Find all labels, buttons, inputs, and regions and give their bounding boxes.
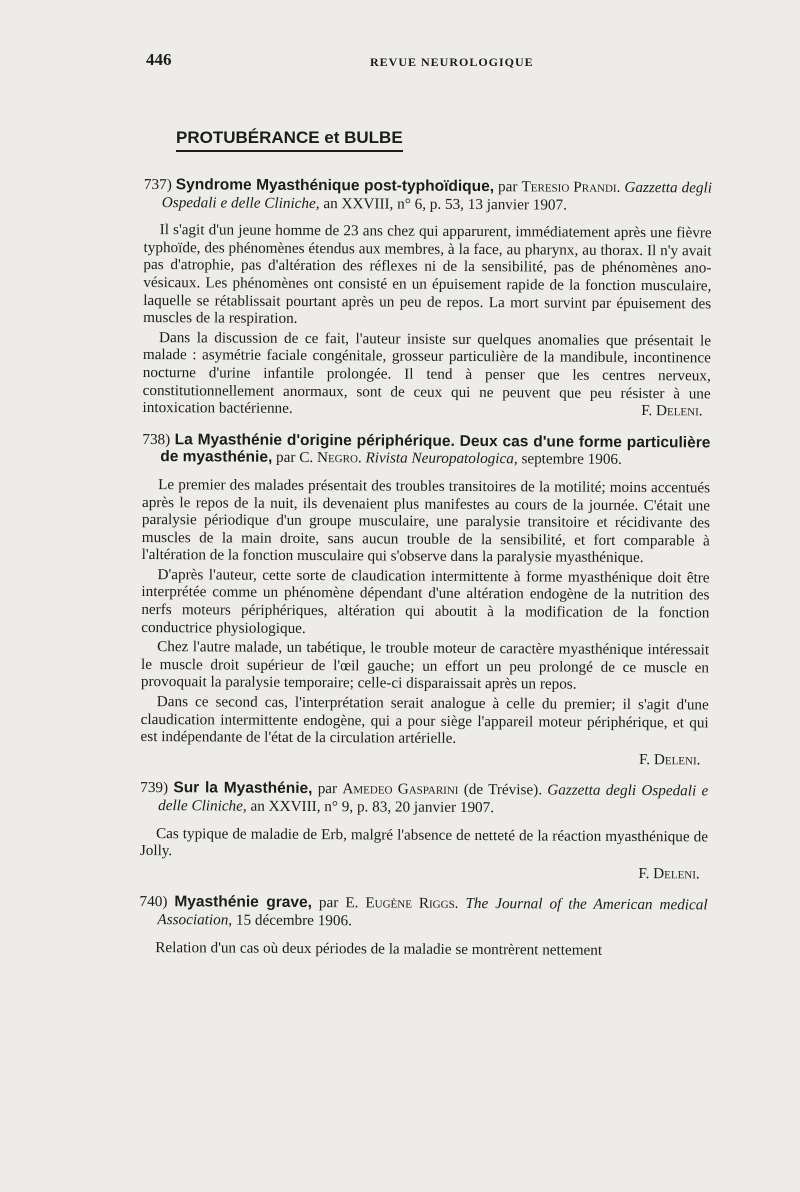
entry-number: 739) [140, 779, 169, 797]
paragraph: Dans ce second cas, l'interprétation serait analogue à celle du premier; il s'agit d'une claudication intermittente endogène, qui a pour siège l'appareil moteur périphérique, et qui est indépendante de l'état de la circulation artérielle. [140, 693, 709, 748]
entry-reference: an XXVIII, n° 6, p. 53, 13 janvier 1907. [323, 194, 567, 214]
entry-citation: Gazzetta degli Ospedali e delle Cliniche, [161, 178, 713, 212]
signature: F. Deleni. [641, 402, 703, 420]
section-title: PROTUBÉRANCE et BULBE [176, 128, 403, 152]
entry-citation: Gazzetta degli Ospedali e delle Cliniche, [158, 781, 709, 815]
article-body [139, 176, 712, 974]
entry-by: par [318, 894, 339, 912]
entry-by: par [317, 780, 338, 798]
paragraph [143, 329, 712, 420]
entry-author: Amedeo Gasparini [342, 780, 459, 799]
paragraph: Relation d'un cas où deux périodes de la maladie se montrèrent nettement [155, 938, 603, 959]
entry-number: 737) [143, 176, 172, 194]
entry-by: par [498, 178, 518, 196]
entry-heading [144, 176, 712, 215]
entry-reference: 15 décembre 1906. [235, 911, 352, 930]
paragraph-text: Dans la discussion de ce fait, l'auteur insiste sur quelques anomalies que présentait le malade : asymétrie faciale congénitale, grosseur particulière de la mandibule, incontinence nocturne d'urine infantile prolongée. Il tend à penser que les centres nerveux, constitutionnellement anormaux, sont de ceux qui ne peuvent que peu résister à une intoxication bactérienne. [142, 328, 712, 418]
entry-number: 738) [142, 430, 171, 448]
entry-reference: septembre 1906. [521, 450, 622, 469]
entry-title: Myasthénie grave, [174, 893, 313, 912]
signature: F. Deleni. [639, 750, 701, 769]
entry-author: C. Negro. [299, 449, 362, 467]
entry-citation: Rivista Neuropatologica, [365, 449, 518, 468]
paragraph: Il s'agit d'un jeune homme de 23 ans chez qui apparurent, immédiatement après une fièvre typhoïde, des phénomènes étendus aux membres, à la face, au pharynx, au thorax. Il n'y avait pas d'atrophie, pas d'altération des réflexes ni de la sensibilité, pas de phénomènes ano-vésicaux. Les phénomènes ont consisté en un épuisement rapide de la fonction musculaire, laquelle se rétablissait pourtant après un peu de repos. La mort survint par épuisement des muscles de la respiration. [143, 221, 712, 328]
entry-738 [140, 431, 710, 769]
paragraph: Le premier des malades présentait des troubles transitoires de la motilité; moins accentués après le repos de la nuit, ils devenaient plus manifestes au cours de la journée. C'était une paralysie périodique d'un groupe musculaire, une paralysie transitoire et récidivante des muscles de la main droite, sans aucun trouble de la sensibilité, et fort comparable à l'altération de la fonction musculaire qui s'observe dans la paralysie myasthénique. [141, 475, 711, 567]
entry-title: Syndrome Myasthénique post-typhoïdique, [175, 176, 495, 196]
entry-citation: The Journal of the American medical Association, [157, 895, 708, 929]
entry-number: 740) [139, 893, 168, 911]
signature: F. Deleni. [638, 864, 700, 883]
page-header [146, 50, 706, 74]
entry-heading [140, 779, 708, 818]
entry-author: E. Eugène Riggs. [345, 894, 459, 913]
entry-737 [143, 176, 712, 420]
entry-by: par [276, 449, 296, 467]
entry-title: Sur la Myasthénie, [173, 779, 313, 798]
paragraph: Chez l'autre malade, un tabétique, le trouble moteur de caractère myasthénique intéressait le muscle droit supérieur de l'œil gauche; un effort un peu prolongé de ce muscle en provoquait la paralysie temporaire; celle-ci disparaissait après un repos. [140, 638, 710, 694]
entry-heading [142, 431, 710, 470]
entry-author: Teresio Prandi. [521, 178, 621, 196]
entry-title: La Myasthénie d'origine périphérique. Deux cas d'une forme particulière de myasthénie, [160, 430, 711, 467]
page-number: 446 [146, 50, 172, 69]
paragraph: D'après l'auteur, cette sorte de claudication intermittente à forme myasthénique doit être interprétée comme un phénomène dépendant d'une altération endogène de la nutrition des nerfs moteurs périphériques, altération qui aboutit à la modification de la fonction conductrice physiologique. [141, 565, 710, 637]
entry-heading [139, 893, 707, 932]
entry-739 [140, 779, 709, 882]
entry-author-origin: (de Trévise). [463, 781, 543, 799]
running-title: REVUE NEUROLOGIQUE [370, 55, 534, 69]
entry-740 [139, 893, 707, 959]
entry-reference: an XXVIII, n° 9, p. 83, 20 janvier 1907. [250, 797, 495, 817]
paragraph: Cas typique de maladie de Erb, malgré l'absence de netteté de la réaction myasthénique de Jolly. [139, 824, 709, 860]
